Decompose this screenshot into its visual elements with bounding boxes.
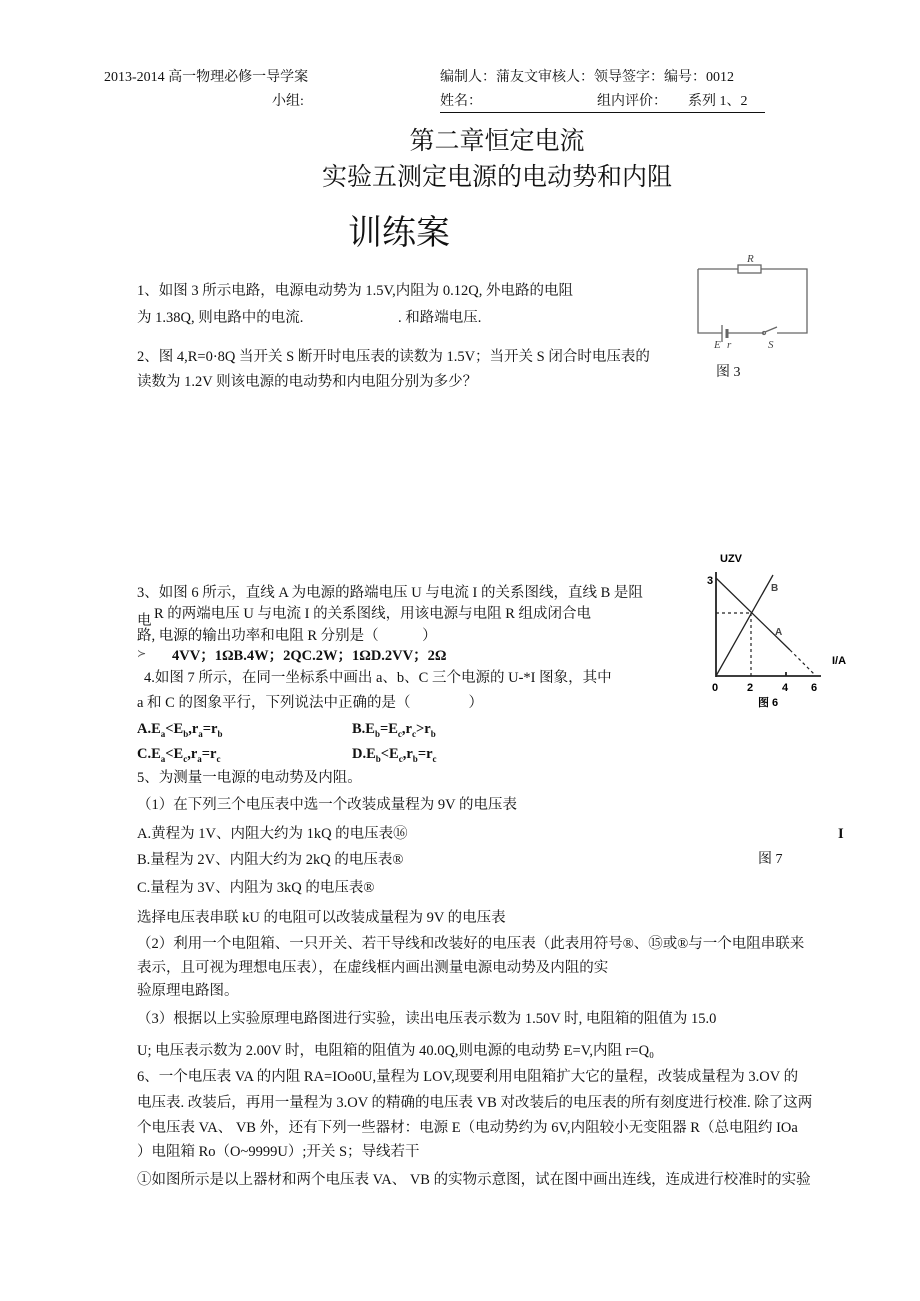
q2-line-1: 2、图 4,R=0·8Q 当开关 S 断开时电压表的读数为 1.5V；当开关 S 闭合时电压表的 bbox=[137, 349, 650, 365]
q4-line-1: 4.如图 7 所示，在同一坐标系中画出 a、b、C 三个电源的 U-*I 图象，其中 bbox=[144, 670, 612, 686]
q1-line-2b: . 和路端电压. bbox=[398, 310, 482, 326]
q5-option-b: B.量程为 2V、内阻大约为 2kQ 的电压表® bbox=[137, 852, 404, 868]
fig6-tick-x6: 6 bbox=[811, 682, 818, 694]
fig6-caption: 图 6 bbox=[758, 697, 779, 709]
fig6-label-b: B bbox=[771, 583, 779, 594]
q5-line-1: 5、为测量一电源的电动势及内阻。 bbox=[137, 770, 362, 786]
q1-line-2: 为 1.38Q, 则电路中的电流. bbox=[137, 310, 304, 326]
fig3-label-r-internal: r bbox=[727, 339, 732, 351]
q5-option-c: C.量程为 3V、内阻为 3kQ 的电压表® bbox=[137, 880, 375, 896]
q5-line-7: （2）利用一个电阻箱、一只开关、若干导线和改装好的电压表（此表用符号®、⑮或®与一个电阻串联来 bbox=[137, 936, 805, 952]
fig6-tick-y3: 3 bbox=[707, 575, 714, 587]
q3-options: 4VV；1ΩB.4W；2QC.2W；1ΩD.2VV；2Ω bbox=[172, 648, 447, 664]
q3-mark: ≻ bbox=[137, 648, 147, 660]
q3-line-3: 路, 电源的输出功率和电阻 R 分别是（ ） bbox=[137, 628, 437, 644]
fig3-label-s: S bbox=[768, 339, 774, 351]
resistor-icon bbox=[738, 265, 761, 273]
q6-line-1: 6、一个电压表 VA 的内阻 RA=IOo0U,量程为 LOV,现要利用电阻箱扩大它的量程，改装成量程为 3.OV 的 bbox=[137, 1069, 799, 1085]
fig6-tick-x4: 4 bbox=[782, 682, 789, 694]
q5-line-9: 验原理电路图。 bbox=[137, 983, 239, 999]
q3-line-2a: 电 bbox=[137, 613, 152, 629]
fig3-caption: 图 3 bbox=[716, 365, 741, 380]
header-eval: 组内评价： bbox=[597, 94, 667, 109]
fig3-label-e: E bbox=[714, 339, 721, 351]
q6-line-5: ①如图所示是以上器材和两个电压表 VA、 VB 的实物示意图，试在图中画出连线，连成进行校准时的实验 bbox=[137, 1172, 811, 1188]
q3-line-2: R 的两端电压 U 与电流 I 的关系图线，用该电源与电阻 R 组成闭合电 bbox=[154, 606, 592, 622]
q5-line-11: U; 电压表示数为 2.00V 时，电阻箱的阻值为 40.0Q,则电源的电动势 E=V,内阻 r=Q₀ bbox=[137, 1043, 655, 1059]
figure-6-graph bbox=[690, 540, 860, 715]
experiment-title: 实验五测定电源的电动势和内阻 bbox=[321, 164, 672, 191]
q5-line-10: （3）根据以上实验原理电路图进行实验，读出电压表示数为 1.50V 时, 电阻箱的阻值为 15.0 bbox=[137, 1011, 717, 1027]
q6-line-2: 电压表. 改装后，再用一量程为 3.OV 的精确的电压表 VB 对改装后的电压表的所有刻度进行校准. 除了这两 bbox=[137, 1095, 813, 1111]
q3-line-1: 3、如图 6 所示，直线 A 为电源的路端电压 U 与电流 I 的关系图线，直线 B 是阻 bbox=[137, 585, 643, 601]
q4-option-c: $C.E_a<E_c,r_a=r_c$ bbox=[137, 746, 221, 764]
q5-line-6: 选择电压表串联 kU 的电阻可以改装成量程为 9V 的电压表 bbox=[137, 910, 506, 926]
figure-3-circuit bbox=[690, 250, 820, 360]
line-a bbox=[716, 578, 790, 650]
fig6-tick-x0: 0 bbox=[712, 682, 719, 694]
chapter-title: 第二章恒定电流 bbox=[409, 128, 585, 155]
header-name: 姓名： bbox=[440, 94, 482, 109]
fig7-caption: 图 7 bbox=[758, 852, 783, 867]
q5-line-8: 表示，且可视为理想电压表），在虚线框内画出测量电源电动势及内阻的实 bbox=[137, 960, 609, 976]
q6-line-4: ）电阻箱 Ro（O~9999U）;开关 S；导线若干 bbox=[137, 1144, 420, 1160]
q4-option-a: $A.E_a<E_b,r_a=r_b$ bbox=[137, 721, 223, 739]
header-series: 系列 1、2 bbox=[688, 94, 748, 109]
q5-option-a: A.黄程为 1V、内阻大约为 1kQ 的电压表⑯ bbox=[137, 826, 408, 842]
fig6-tick-x2: 2 bbox=[747, 682, 754, 694]
line-a-extension bbox=[790, 650, 814, 674]
header-course: 2013-2014 高一物理必修一导学案 bbox=[104, 70, 309, 85]
q5-line-2: （1）在下列三个电压表中选一个改装成量程为 9V 的电压表 bbox=[137, 797, 517, 813]
header-authors: 编制人：蒲友文审核人：领导签字：编号：0012 bbox=[440, 70, 734, 85]
q1-line-1: 1、如图 3 所示电路，电源电动势为 1.5V,内阻为 0.12Q, 外电路的电阻 bbox=[137, 283, 573, 299]
q2-line-2: 读数为 1.2V 则该电源的电动势和内电阻分别为多少？ bbox=[137, 374, 478, 390]
q6-line-3: 个电压表 VA、 VB 外，还有下列一些器材：电源 E（电动势约为 6V,内阻较小无变阻器 R（总电阻约 IOa bbox=[137, 1120, 798, 1136]
header-name-line bbox=[440, 93, 765, 113]
header-group: 小组: bbox=[272, 94, 304, 109]
fig6-xlabel: I/A bbox=[832, 655, 847, 667]
q4-option-d: $D.E_b<E_c,r_b=r_c$ bbox=[352, 746, 437, 764]
fig6-ylabel: UZV bbox=[720, 553, 742, 565]
q4-option-b: $B.E_b=E_c,r_c>r_b$ bbox=[352, 721, 436, 739]
fig6-label-a: A bbox=[775, 627, 783, 638]
section-title: 训练案 bbox=[348, 215, 450, 252]
fig7-mark: I bbox=[838, 826, 844, 842]
q4-line-2: a 和 C 的图象平行，下列说法中正确的是（ ） bbox=[137, 695, 483, 711]
fig3-label-r: R bbox=[747, 253, 754, 265]
